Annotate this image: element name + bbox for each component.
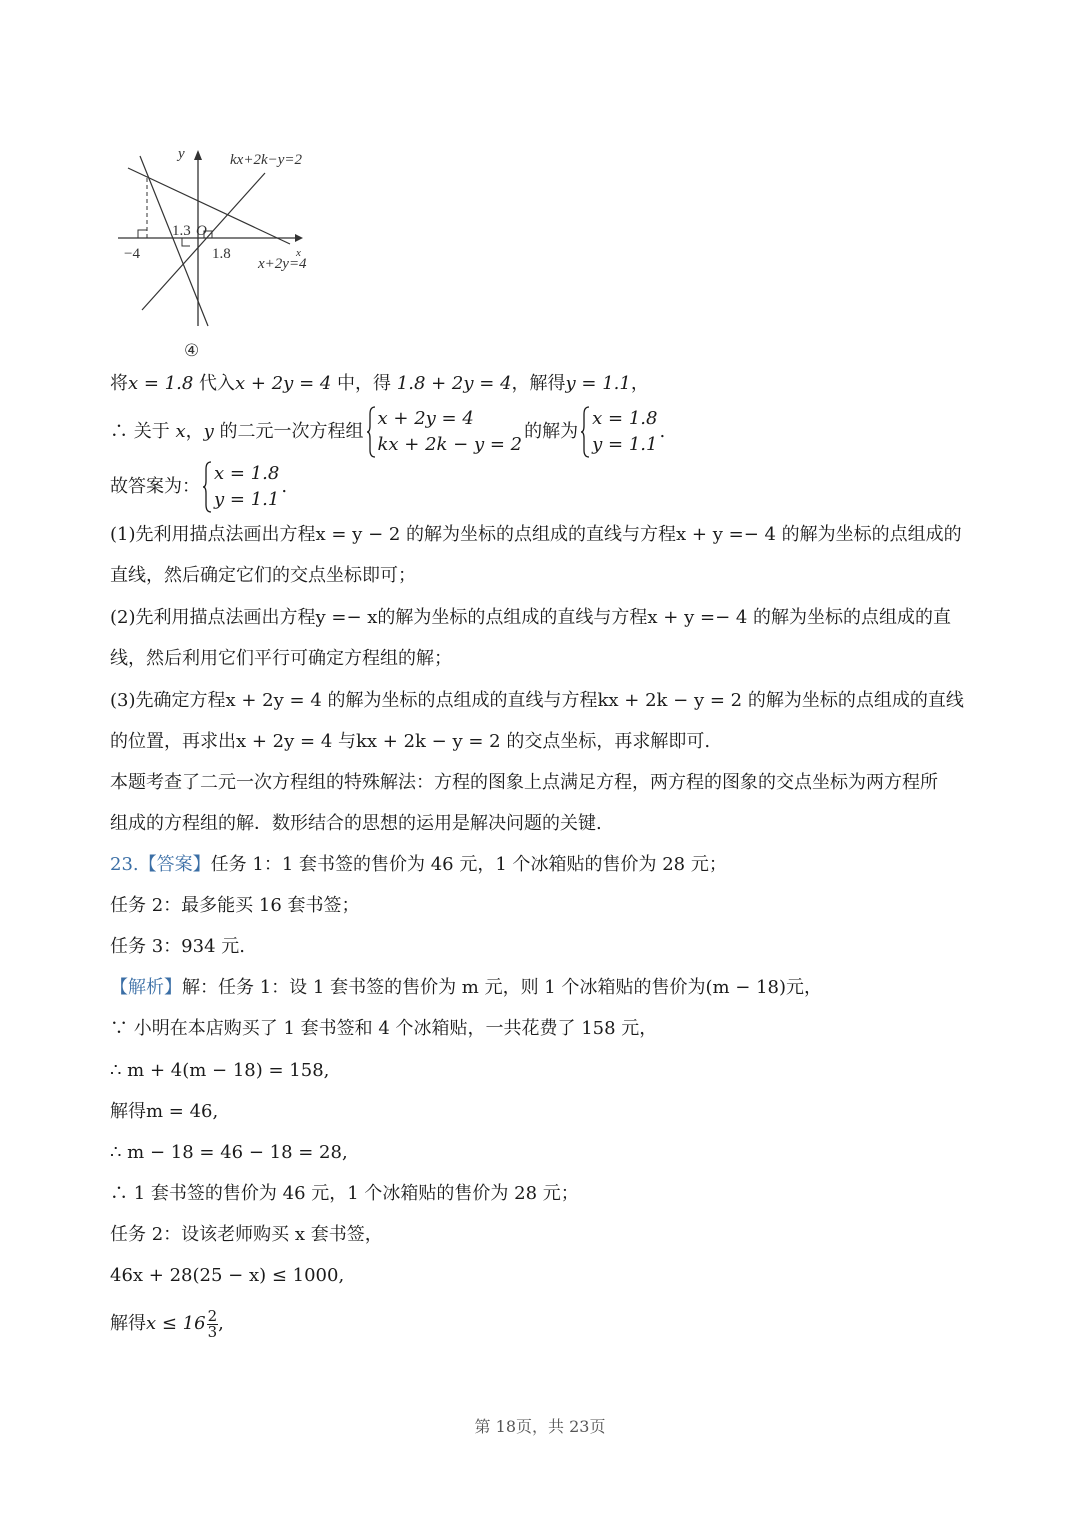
answer-text: 任务 1：1 套书签的售价为 46 元，1 个冰箱贴的售价为 28 元； bbox=[210, 854, 727, 875]
equation-system-2 bbox=[580, 406, 657, 458]
line-kx bbox=[142, 173, 265, 310]
analysis-text: 解：任务 1：设 1 套书签的售价为 m 元，则 1 个冰箱贴的售价为(m − 18)元， bbox=[182, 977, 823, 998]
text-line-13: 任务 2：最多能买 16 套书签； bbox=[110, 895, 360, 916]
math: x = 1.8 bbox=[128, 373, 194, 394]
text: , bbox=[218, 1313, 224, 1334]
page-footer: 第 18页，共 23页 bbox=[474, 1417, 606, 1436]
text-line-10: 本题考查了二元一次方程组的特殊解法：方程的图象上点满足方程，两方程的图象的交点坐标为两方程所 bbox=[110, 772, 938, 793]
math: x + 2y = 4 bbox=[235, 373, 332, 394]
x-axis-arrow bbox=[295, 234, 303, 242]
text: 中，得 bbox=[331, 373, 397, 394]
text: 解得 bbox=[110, 1313, 146, 1334]
fraction-numerator: 2 bbox=[207, 1306, 218, 1325]
text: ， bbox=[630, 373, 649, 394]
y-axis-arrow bbox=[194, 150, 202, 160]
text-line-16: ∵ 小明在本店购买了 1 套书签和 4 个冰箱贴，一共花费了 158 元， bbox=[110, 1018, 658, 1039]
answer-tag: 【答案】 bbox=[138, 854, 211, 875]
label-1-3: 1.3 bbox=[172, 223, 191, 239]
equation-row: kx + 2k − y = 2 bbox=[377, 434, 523, 455]
eq-lower-label: x+2y=4 bbox=[258, 256, 307, 272]
equation-row: y = 1.1 bbox=[214, 489, 280, 510]
math: y = 1.1 bbox=[565, 373, 631, 394]
text-line-4: (1)先利用描点法画出方程x = y − 2 的解为坐标的点组成的直线与方程x + y =− 4 的解为坐标的点组成的 bbox=[110, 524, 962, 545]
brace bbox=[366, 406, 376, 458]
origin-label: O bbox=[196, 223, 207, 239]
axis-y-label: y bbox=[178, 146, 185, 162]
question-number: 23. bbox=[110, 854, 139, 875]
brace bbox=[202, 461, 212, 513]
equation-row: x = 1.8 bbox=[592, 408, 658, 429]
text-line-2 bbox=[110, 405, 980, 459]
text-line-8: (3)先确定方程x + 2y = 4 的解为坐标的点组成的直线与方程kx + 2k − y = 2 的解为坐标的点组成的直线 bbox=[110, 690, 964, 711]
analysis-tag: 【解析】 bbox=[110, 977, 182, 998]
text: 代入 bbox=[193, 373, 236, 394]
text-line-20: ∴ 1 套书签的售价为 46 元，1 个冰箱贴的售价为 28 元； bbox=[110, 1183, 579, 1204]
answer-23-line bbox=[110, 852, 980, 878]
text-line-14: 任务 3：934 元. bbox=[110, 936, 245, 957]
text: ， bbox=[185, 421, 204, 442]
equation-row: y = 1.1 bbox=[592, 434, 658, 455]
text-line-23 bbox=[110, 1304, 980, 1344]
figure-caption: ④ bbox=[184, 341, 200, 361]
fraction-denominator: 3 bbox=[207, 1322, 218, 1341]
math: 1.8 + 2y = 4 bbox=[396, 373, 512, 394]
right-angle-marker-left bbox=[138, 230, 147, 238]
coordinate-graph bbox=[110, 138, 350, 368]
equation-row: x = 1.8 bbox=[214, 463, 280, 484]
graph-figure bbox=[110, 138, 350, 368]
text: . bbox=[281, 476, 288, 497]
text-line-3 bbox=[110, 460, 980, 514]
label-1-8: 1.8 bbox=[212, 246, 231, 262]
brace bbox=[580, 406, 590, 458]
text-line-18: 解得m = 46, bbox=[110, 1101, 219, 1122]
text-line-6: (2)先利用描点法画出方程y =− x的解为坐标的点组成的直线与方程x + y =− 4 的解为坐标的点组成的直 bbox=[110, 607, 952, 628]
analysis-line bbox=[110, 975, 980, 1001]
text-line-19: ∴ m − 18 = 46 − 18 = 28, bbox=[110, 1142, 348, 1163]
text: 将 bbox=[110, 373, 128, 394]
text: ，解得 bbox=[511, 373, 566, 394]
equation-row: x + 2y = 4 bbox=[377, 408, 474, 429]
label-neg4: −4 bbox=[124, 246, 140, 262]
text-line-9: 的位置，再求出x + 2y = 4 与kx + 2k − y = 2 的交点坐标，再求解即可. bbox=[110, 731, 711, 752]
math: y bbox=[203, 421, 214, 442]
text-line-21: 任务 2：设该老师购买 x 套书签， bbox=[110, 1224, 383, 1245]
text: 故答案为： bbox=[110, 476, 200, 497]
text-line-7: 线，然后利用它们平行可确定方程组的解； bbox=[110, 648, 452, 669]
text-line-17: ∴ m + 4(m − 18) = 158, bbox=[110, 1060, 330, 1081]
text: ∴ 关于 bbox=[110, 421, 176, 442]
line-x-plus-2y bbox=[128, 168, 290, 244]
math: x bbox=[175, 421, 186, 442]
text-line-11: 组成的方程组的解．数形结合的思想的运用是解决问题的关键. bbox=[110, 813, 602, 834]
answer-system bbox=[202, 461, 279, 513]
text-line-1 bbox=[110, 371, 980, 397]
right-angle-marker-mid bbox=[182, 238, 190, 246]
text: 的解为 bbox=[524, 421, 579, 442]
fraction bbox=[207, 1306, 219, 1341]
axis-x-label: x bbox=[296, 247, 301, 259]
text-line-22: 46x + 28(25 − x) ≤ 1000, bbox=[110, 1265, 345, 1286]
text: . bbox=[659, 421, 666, 442]
text-line-5: 直线，然后确定它们的交点坐标即可； bbox=[110, 565, 416, 586]
text: 的二元一次方程组 bbox=[213, 421, 364, 442]
equation-system-1 bbox=[366, 406, 523, 458]
math: x ≤ 16 bbox=[146, 1313, 206, 1334]
eq-upper-label: kx+2k−y=2 bbox=[230, 152, 302, 168]
